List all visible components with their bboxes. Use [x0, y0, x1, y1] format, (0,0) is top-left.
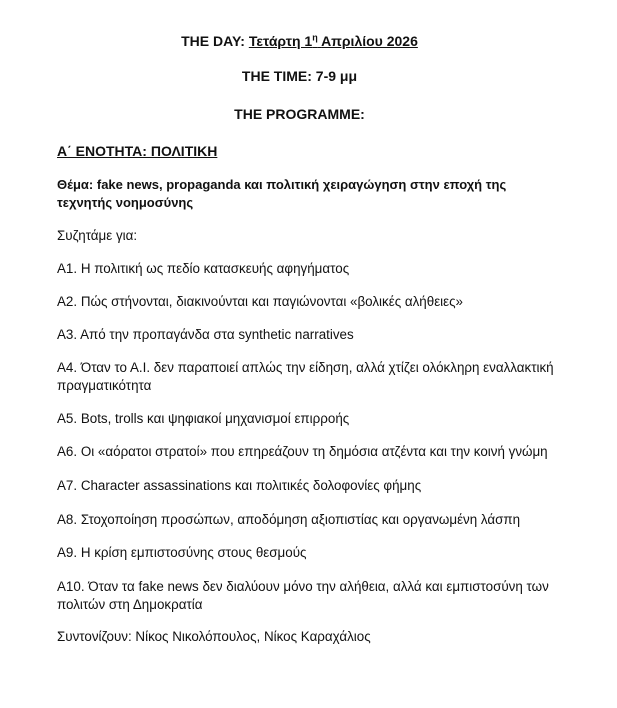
day-value-rest: Απριλίου 2026: [321, 33, 418, 49]
day-line: [0, 32, 608, 50]
agenda-item-a1: Α1. Η πολιτική ως πεδίο κατασκευής αφηγήματος: [57, 261, 350, 276]
agenda-item-a6: Α6. Οι «αόρατοι στρατοί» που επηρεάζουν τη δημόσια ατζέντα και την κοινή γνώμη: [57, 444, 548, 459]
day-value-superscript: η: [312, 32, 318, 43]
programme-heading: THE PROGRAMME:: [234, 106, 365, 122]
time-line: THE TIME: 7-9 μμ: [241, 68, 358, 84]
agenda-item-a3: Α3. Από την προπαγάνδα στα synthetic narratives: [57, 327, 354, 342]
agenda-item-a9: Α9. Η κρίση εμπιστοσύνης στους θεσμούς: [57, 545, 307, 560]
day-value: [249, 33, 418, 49]
agenda-item-a8: Α8. Στοχοποίηση προσώπων, αποδόμηση αξιοπιστίας και οργανωμένη λάσπη: [57, 512, 521, 527]
agenda-item-a4: Α4. Όταν το Α.Ι. δεν παραποιεί απλώς την είδηση, αλλά χτίζει ολόκληρη εναλλακτική πραγματικότητα: [57, 360, 554, 393]
agenda-item-a10: Α10. Όταν τα fake news δεν διαλύουν μόνο την αλήθεια, αλλά και εμπιστοσύνη των πολιτών στη Δημοκρατία: [57, 579, 549, 612]
day-label: THE DAY:: [181, 33, 245, 49]
agenda-item-a7: Α7. Character assassinations και πολιτικές δολοφονίες φήμης: [57, 478, 422, 493]
intro-text: Συζητάμε για:: [57, 228, 138, 243]
topic-text: Θέμα: fake news, propaganda και πολιτική χειραγώγηση στην εποχή της τεχνητής νοημοσύνης: [57, 177, 507, 210]
coordinators-text: Συντονίζουν: Νίκος Νικολόπουλος, Νίκος Καραχάλιος: [57, 629, 371, 644]
agenda-item-a5: Α5. Bots, trolls και ψηφιακοί μηχανισμοί επιρροής: [57, 411, 350, 426]
day-value-main: Τετάρτη 1: [248, 33, 313, 49]
section-title: Α΄ ΕΝΟΤΗΤΑ: ΠΟΛΙΤΙΚΗ: [57, 143, 218, 159]
agenda-item-a2: Α2. Πώς στήνονται, διακινούνται και παγιώνονται «βολικές αλήθειες»: [57, 294, 464, 309]
